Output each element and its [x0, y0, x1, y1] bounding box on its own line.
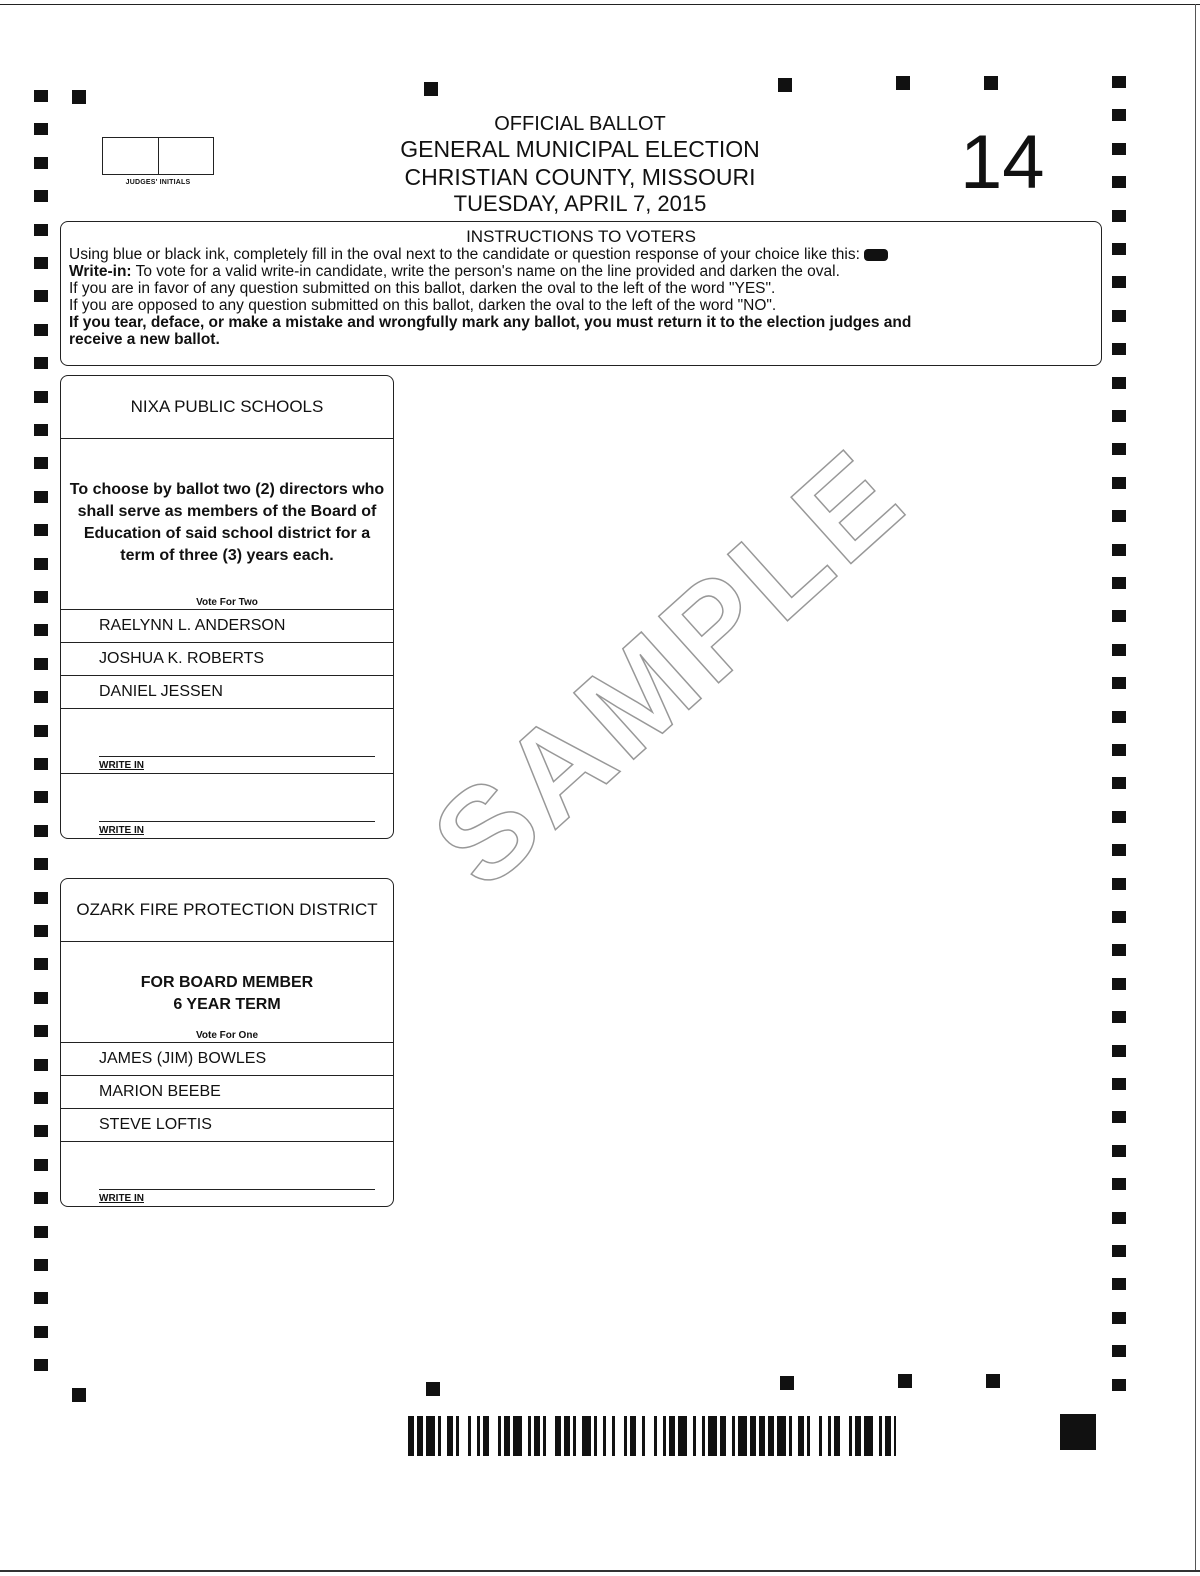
timing-mark [34, 1125, 48, 1137]
timing-mark [1112, 1045, 1126, 1057]
ballot-style-number: 14 [960, 120, 1045, 205]
barcode-bar [456, 1416, 459, 1456]
barcode-bar [807, 1416, 810, 1456]
timing-mark [34, 1359, 48, 1371]
barcode-bar [828, 1416, 831, 1456]
timing-mark [1112, 878, 1126, 890]
barcode-bar [708, 1416, 717, 1456]
barcode-bar [864, 1416, 873, 1456]
timing-mark [1112, 1278, 1126, 1290]
timing-mark [34, 1326, 48, 1338]
barcode-bar [855, 1416, 861, 1456]
timing-mark [1112, 844, 1126, 856]
barcode-corner-mark [1060, 1414, 1096, 1450]
instructions-line [69, 263, 1093, 280]
barcode-bar [678, 1416, 687, 1456]
barcode-bar [798, 1416, 804, 1456]
write-in-label: WRITE IN [99, 825, 144, 836]
timing-mark [34, 925, 48, 937]
write-in-option[interactable] [61, 1141, 393, 1206]
barcode-bar [834, 1416, 840, 1456]
timing-mark [34, 591, 48, 603]
instructions-line: If you are in favor of any question submitted on this ballot, darken the oval to the left of the word "YES". [69, 280, 776, 297]
timing-mark [1112, 978, 1126, 990]
contest-ozark-fire-protection-district [60, 878, 394, 1207]
barcode-bar [669, 1416, 675, 1456]
barcode-bar [555, 1416, 561, 1456]
timing-mark [780, 1376, 794, 1390]
timing-mark [1112, 610, 1126, 622]
timing-mark [34, 1192, 48, 1204]
timing-mark [424, 82, 438, 96]
barcode-bar [483, 1416, 489, 1456]
timing-mark [34, 1059, 48, 1071]
timing-mark [896, 76, 910, 90]
candidate-name: RAELYNN L. ANDERSON [99, 617, 286, 634]
page-border-right [1195, 4, 1196, 1570]
contest-nixa-public-schools [60, 375, 394, 839]
timing-mark [1112, 811, 1126, 823]
election-date: TUESDAY, APRIL 7, 2015 [453, 191, 707, 217]
timing-mark [34, 123, 48, 135]
barcode-bar [819, 1416, 822, 1456]
timing-mark [34, 524, 48, 536]
candidate-option[interactable] [61, 1075, 393, 1108]
vote-for-instruction: Vote For Two [196, 597, 258, 608]
timing-mark [34, 491, 48, 503]
timing-mark [984, 76, 998, 90]
barcode-bar [750, 1416, 756, 1456]
instructions-warning-line: receive a new ballot. [69, 331, 220, 348]
timing-mark [72, 90, 86, 104]
barcode-bar [702, 1416, 705, 1456]
candidate-option[interactable] [61, 609, 393, 642]
barcode-bar [513, 1416, 522, 1456]
barcode-bar [477, 1416, 480, 1456]
timing-mark [1112, 911, 1126, 923]
timing-mark [34, 457, 48, 469]
barcode-bar [732, 1416, 735, 1456]
instructions-line: If you are opposed to any question submitted on this ballot, darken the oval to the left of the word "NO". [69, 297, 777, 314]
ballot-header [330, 112, 830, 218]
county-name: CHRISTIAN COUNTY, MISSOURI [404, 163, 756, 190]
barcode-bar [543, 1416, 546, 1456]
candidate-option[interactable] [61, 1108, 393, 1141]
candidate-option[interactable] [61, 642, 393, 675]
barcode-bar [447, 1416, 453, 1456]
barcode-bar [789, 1416, 792, 1456]
barcode-bar [630, 1416, 636, 1456]
timing-mark [1112, 310, 1126, 322]
timing-mark [34, 357, 48, 369]
write-in-label: WRITE IN [99, 760, 144, 771]
timing-mark [1112, 744, 1126, 756]
barcode-bar [498, 1416, 501, 1456]
timing-mark [426, 1382, 440, 1396]
judges-initials-box[interactable] [102, 137, 214, 175]
page-border-bottom [0, 1570, 1200, 1572]
write-in-line[interactable] [99, 756, 375, 757]
candidate-name: JAMES (JIM) BOWLES [99, 1050, 267, 1067]
timing-mark [1112, 243, 1126, 255]
timing-mark [1112, 711, 1126, 723]
timing-mark [1112, 544, 1126, 556]
timing-mark [34, 324, 48, 336]
instructions-box [60, 221, 1102, 366]
timing-mark [1112, 1178, 1126, 1190]
barcode-bar [468, 1416, 471, 1456]
spacer [61, 942, 393, 972]
contest-description-line: 6 YEAR TERM [173, 996, 281, 1013]
contest-description-line: FOR BOARD MEMBER [140, 974, 314, 991]
timing-mark [34, 624, 48, 636]
instructions-line [69, 246, 1093, 263]
candidate-name: STEVE LOFTIS [99, 1116, 212, 1133]
barcode-bar [624, 1416, 627, 1456]
timing-mark [1112, 1379, 1126, 1391]
timing-mark [34, 391, 48, 403]
timing-mark [1112, 176, 1126, 188]
timing-mark [1112, 109, 1126, 121]
timing-mark [34, 658, 48, 670]
write-in-label: WRITE IN [99, 1193, 144, 1204]
barcode-bar [894, 1416, 896, 1456]
timing-mark [34, 958, 48, 970]
write-in-line[interactable] [99, 1189, 375, 1190]
timing-mark [898, 1374, 912, 1388]
barcode-bar [612, 1416, 615, 1456]
timing-mark [1112, 1312, 1126, 1324]
timing-mark [34, 157, 48, 169]
timing-mark [1112, 276, 1126, 288]
barcode-bar [654, 1416, 657, 1456]
timing-mark [34, 758, 48, 770]
timing-mark [1112, 143, 1126, 155]
barcode-bar [417, 1416, 423, 1456]
judge-initial-cell-2[interactable] [158, 138, 214, 174]
timing-mark [1112, 343, 1126, 355]
timing-mark [34, 1226, 48, 1238]
candidate-name: MARION BEEBE [99, 1083, 221, 1100]
write-in-option[interactable] [61, 708, 393, 773]
barcode-bar [408, 1416, 414, 1456]
instructions-line-text: To vote for a valid write-in candidate, write the person's name on the line provided and darken the oval. [131, 263, 840, 280]
write-in-option[interactable] [61, 773, 393, 838]
barcode-bar [573, 1416, 576, 1456]
timing-mark [34, 257, 48, 269]
instructions-warning-line: If you tear, deface, or make a mistake and wrongfully mark any ballot, you must return it to the election judges and [69, 314, 912, 331]
timing-mark [1112, 510, 1126, 522]
timing-mark [34, 424, 48, 436]
timing-mark [986, 1374, 1000, 1388]
timing-mark [34, 691, 48, 703]
timing-mark [34, 1159, 48, 1171]
timing-mark [778, 78, 792, 92]
barcode-bar [534, 1416, 540, 1456]
barcode-bar [528, 1416, 531, 1456]
spacer [61, 439, 393, 479]
timing-mark [1112, 443, 1126, 455]
contest-description: To choose by ballot two (2) directors who shall serve as members of the Board of Education of said school district for a term of three (3) years each. [69, 481, 385, 564]
spacer [61, 1016, 393, 1030]
judge-initial-cell-1[interactable] [103, 138, 158, 174]
barcode-bar [642, 1416, 645, 1456]
barcode-bar [849, 1416, 852, 1456]
timing-mark [1112, 377, 1126, 389]
timing-mark [34, 1092, 48, 1104]
timing-mark [34, 825, 48, 837]
timing-mark [1112, 944, 1126, 956]
candidate-name: JOSHUA K. ROBERTS [99, 650, 265, 667]
timing-mark [1112, 1345, 1126, 1357]
barcode-bar [594, 1416, 597, 1456]
barcode-bar [738, 1416, 747, 1456]
barcode-bar [564, 1416, 570, 1456]
barcode-bar [768, 1416, 774, 1456]
barcode-bar [720, 1416, 726, 1456]
timing-mark [72, 1388, 86, 1402]
timing-mark [34, 725, 48, 737]
barcode-bar [426, 1416, 435, 1456]
timing-mark [34, 290, 48, 302]
barcode-bar [603, 1416, 606, 1456]
timing-mark [1112, 1111, 1126, 1123]
candidate-name: DANIEL JESSEN [99, 683, 223, 700]
instructions-line-text: Using blue or black ink, completely fill in the oval next to the candidate or question response of your choice like this: [69, 246, 860, 263]
vote-for-instruction: Vote For One [195, 1030, 259, 1041]
barcode-bar [663, 1416, 666, 1456]
timing-mark [34, 791, 48, 803]
timing-mark [1112, 210, 1126, 222]
timing-mark [34, 1292, 48, 1304]
filled-oval-sample-icon [864, 249, 888, 261]
candidate-option[interactable] [61, 1042, 393, 1075]
timing-mark [1112, 410, 1126, 422]
timing-mark [34, 190, 48, 202]
ballot-barcode [408, 1416, 896, 1456]
spacer [61, 567, 393, 597]
timing-mark [34, 558, 48, 570]
barcode-bar [504, 1416, 510, 1456]
barcode-bar [759, 1416, 765, 1456]
barcode-bar [693, 1416, 696, 1456]
candidate-option[interactable] [61, 675, 393, 708]
timing-mark [1112, 677, 1126, 689]
timing-mark [1112, 1078, 1126, 1090]
barcode-bar [777, 1416, 786, 1456]
timing-mark [1112, 644, 1126, 656]
judges-initials-label: JUDGES' INITIALS [125, 179, 191, 186]
timing-mark [34, 1025, 48, 1037]
timing-mark [1112, 1245, 1126, 1257]
page-border-top [0, 4, 1200, 5]
barcode-bar [582, 1416, 591, 1456]
timing-mark [1112, 477, 1126, 489]
timing-mark [34, 858, 48, 870]
contest-title: OZARK FIRE PROTECTION DISTRICT [61, 879, 393, 942]
barcode-bar [885, 1416, 891, 1456]
barcode-bar [879, 1416, 882, 1456]
timing-mark [1112, 1011, 1126, 1023]
instructions-title: INSTRUCTIONS TO VOTERS [466, 227, 696, 246]
timing-mark [1112, 1212, 1126, 1224]
timing-mark [34, 90, 48, 102]
write-in-line[interactable] [99, 821, 375, 822]
sample-watermark: SAMPLE [405, 419, 933, 915]
timing-mark [1112, 577, 1126, 589]
ballot-title: OFFICIAL BALLOT [494, 113, 666, 135]
timing-mark [1112, 1145, 1126, 1157]
timing-mark [34, 992, 48, 1004]
barcode-bar [438, 1416, 441, 1456]
timing-mark [34, 224, 48, 236]
timing-mark [1112, 76, 1126, 88]
timing-mark [34, 1259, 48, 1271]
timing-mark [1112, 777, 1126, 789]
election-name: GENERAL MUNICIPAL ELECTION [400, 136, 760, 162]
contest-title: NIXA PUBLIC SCHOOLS [61, 376, 393, 439]
timing-mark [34, 892, 48, 904]
write-in-heading: Write-in: [69, 263, 132, 280]
